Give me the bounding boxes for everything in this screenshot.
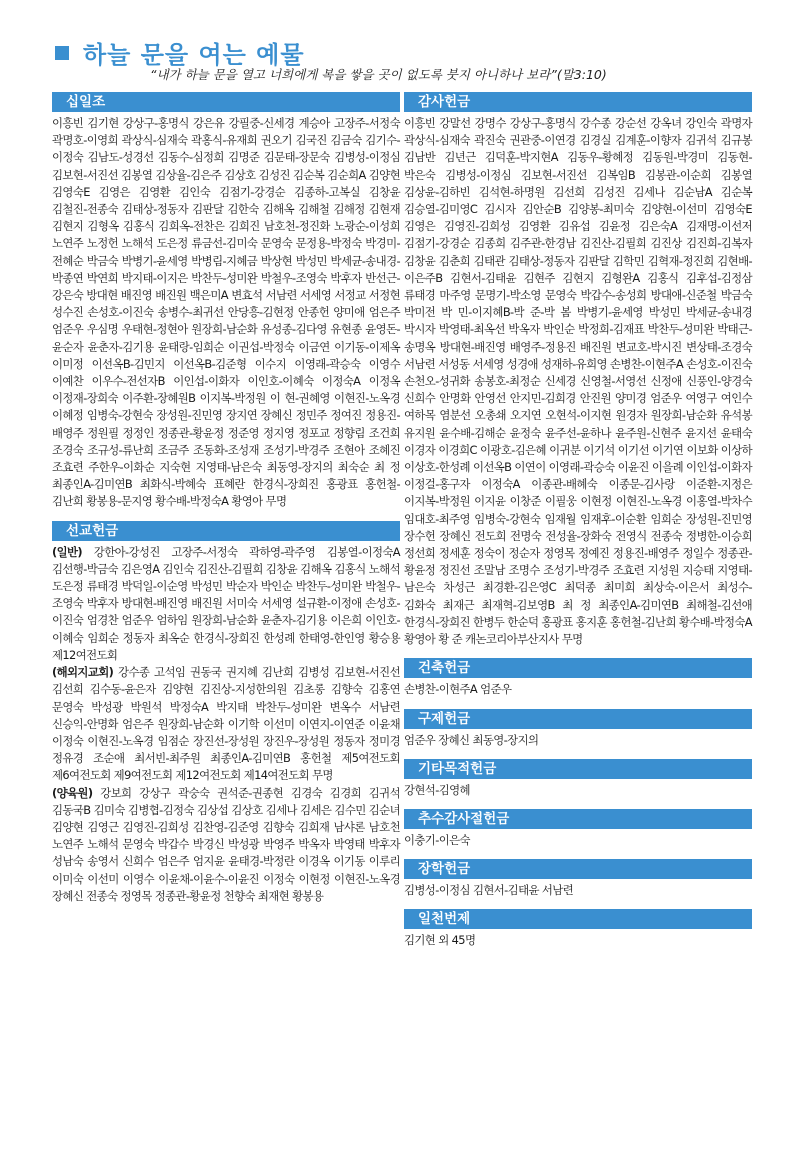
daily-bread-list: 김기현 외 45명 <box>404 933 476 948</box>
purpose-title: 기타목적헌금 <box>418 760 497 777</box>
relief-list: 엄준우 장혜신 최동영-장지의 <box>404 732 539 747</box>
mission-group-orphanage <box>52 785 400 905</box>
daily-bread-section-header <box>404 909 752 929</box>
left-column <box>52 92 400 915</box>
right-column <box>404 92 752 960</box>
mission-group-label: (해외지교회) <box>52 665 114 680</box>
mission-group-label: (일반) <box>52 544 83 559</box>
mission-group-names: 강수종 고석임 권동국 권지혜 김난희 김병성 김보현-서진선 김선희 김수동-윤은자 김양현 김진상-지성한의원 김초롱 김향숙 김홍연 문영숙 박성광 박원석 박정숙A 박지태 박찬두-성미완 변옥수 서남련 신승익-안명화 엄은주 원장희-남순화 이기학 이선미 이연지-이연준 이윤채 이정숙 이현진-노옥경 임점순 장진선-장성원 장진우-장성원 정동자 정미경 정유경 조순애 최서빈-최주원 최종인A-김미연B 홍헌철 제5여전도회 제6여전도회 제9여전도회 제12여전도회 제14여전도회 무명 <box>52 665 400 783</box>
mission-group-general <box>52 544 400 664</box>
mission-group-overseas <box>52 664 400 784</box>
tithe-list: 이흥빈 김기현 강상구-홍명식 강은유 강필중-신세경 계승아 고장주-서정숙 곽명호-이영희 곽상식-심재숙 곽홍식-유재희 권오기 김국진 김금숙 김기수-이정숙 김남도-성경선 김동수-심정희 김명준 김문태-장문숙 김병성-이정심 김보현-서진선 김봉열 김상율-김은주 김상호 김성진 김순복 김순희A 김양현 김영숙E 김영은 김영환 김인숙 김점기-강경순 김종하-고복실 김창윤 김철진-전종숙 김태상-정동자 김판달 김한숙 김해옥 김해철 김해정 김현재 김현지 김형옥 김홍식 김희옥-전찬은 김희진 남호천-정진화 노광순-이성희 노연주 노정헌 노해석 도은정 류금선-김미숙 문영숙 문정용-박정숙 박경미-전혜순 박금숙 박병기-윤세영 박병림-지혜금 박상현 박성민 박세균-송내경-박종연 박연희 박지태-이지은 박찬두-성미완 박철우-조영숙 박후자 반선근-강은숙 방대현 배진영 배진원 백은미A 변효석 서남련 서세영 서정교 서정현 성수진 손성호-이진숙 송병수-최귀선 안당흥-김현정 안종헌 양미애 엄은주 엄준우 우심명 우태현-정현아 원장희-남순화 유성종-김다영 유현종 윤영돈-윤순자 윤춘자-김기용 윤태랑-임희순 이권섭-박정숙 이금연 이기동-이제옥 이미정 이선옥B-김민지 이선옥B-김준형 이수지 이영래-곽승숙 이영수 이예찬 이우수-전선자B 이인섭-이화자 이인호-이혜숙 이정숙A 이정옥 이정재-장희숙 이주환-장혜원B 이지복-박정원 이 현-권혜영 이현진-노옥경 이혜정 임병숙-강현숙 장성원-진민영 장지연 장혜신 정민주 정여진 정용진-배영주 정원필 정정인 정종관-황윤정 정준영 정지영 정포교 정향림 조건희 조경숙 조규성-류난희 조금주 조동화-조성재 조성기-박경주 조현아 조혜진 조효련 주한우-이화순 지숙현 지영태-남은숙 최동영-장지의 최숙순 최 정 최종인A-김미연B 최화식-박혜숙 표혜란 한경식-장희진 홍광표 홍헌철-김난희 황봉용-문지영 황수배-박정숙A 황영아 무명 <box>52 116 400 509</box>
tithe-section-header <box>52 92 400 112</box>
harvest-list: 이충기-이은숙 <box>404 832 470 847</box>
mission-title: 선교헌금 <box>66 522 119 539</box>
harvest-section-header <box>404 809 752 829</box>
mission-group-names: 강보희 강상구 곽숭숙 권석준-권종현 김경숙 김경희 김귀석 김동국B 김미숙 김병협-김정숙 김상섭 김상호 김세나 김세은 김수민 김순녀 김양현 김영근 김영진-김희성 김찬영-김준영 김향숙 김희재 남샤론 남호천 노연주 노해석 문영숙 박갑수 박경신 박성광 박영주 박옥자 박영태 박후자 성남숙 송영서 신희수 엄은주 엄지윤 윤태경-박정란 이경옥 이기동 이루리 이미숙 이선미 이영수 이윤채-이윤수-이윤진 이정숙 이현정 이현진-노옥경 장혜신 전종숙 정영목 정종관-황윤정 천향숙 최재현 황봉용 <box>52 785 400 903</box>
thanks-title: 감사헌금 <box>418 94 471 110</box>
scholarship-list: 김병성-이정심 김현서-김태윤 서남련 <box>404 883 574 898</box>
mission-list <box>52 544 400 905</box>
daily-bread-title: 일천번제 <box>418 911 471 928</box>
building-title: 건축헌금 <box>418 660 471 677</box>
building-section-header <box>404 658 752 678</box>
thanks-section-header <box>404 92 752 112</box>
mission-section-header <box>52 521 400 541</box>
title-square-icon <box>55 46 69 60</box>
mission-group-label: (양육원) <box>52 785 93 800</box>
scholarship-section-header <box>404 859 752 879</box>
scholarship-title: 장학헌금 <box>418 861 471 878</box>
purpose-section-header <box>404 759 752 779</box>
purpose-list: 강현석-김영혜 <box>404 782 470 797</box>
thanks-list: 이흥빈 강말선 강명수 강상구-홍명식 강수종 강순선 강옥녀 강인숙 곽명자 곽상식-심재숙 곽진숙 권관중-이연경 김경실 김계훈-이향자 김귀석 김규봉 김남반 김년근 김덕훈-박지현A 김동우-황혜정 김동원-박경미 김동현-박은숙 김병성-이정심 김보현-서진선 김복임B 김봉관-이순희 김봉열 김상윤-김하빈 김석현-하명원 김선희 김성진 김세나 김순남A 김순복 김승열-김미영C 김시자 김안순B 김양봉-최미숙 김양현-이선미 김영숙E 김영은 김영진-김희성 김영환 김유섭 김윤정 김은숙A 김재명-이선저 김점기-강경순 김종희 김주관-한경남 김진산-김필희 김진상 김진희-김복자 김창윤 김춘희 김태관 김태상-정동자 김판달 김학민 김혁재-정진희 김현배-이은주B 김현서-김태윤 김현주 김현지 김형완A 김홍식 김후섭-김정삼 류태경 마주영 문명기-박소영 문영숙 박갑수-송성희 방대애-신준철 박금숙 박미전 박 민-이지혜B-박 준-박 봄 박병기-윤세영 박성민 박세균-송내경 박시자 박영태-최옥선 박옥자 박인순 박정희-김재표 박찬두-성미완 박태근-송명옥 방대현-배진영 배영주-정용진 배진원 변교호-박시진 변상태-조경숙 서남련 서성동 서세영 성경애 성재하-유희영 손병찬-이현주A 손성호-이진숙 손천오-성귀화 송봉호-최정순 신세경 신영철-서영선 신정애 신풍인-양경숙 신희수 안명화 안영선 안지민-김희경 안진원 양미경 엄준우 여영구 여인수 여하목 염분선 오총쇄 오지연 오현석-이지현 원경자 원장희-남순화 유석봉 유지원 윤수배-김해순 윤정숙 윤주선-윤하나 윤주원-신현주 윤지선 윤태숙 이경자 이경희C 이광호-김은혜 이귀분 이기석 이기선 이기연 이보화 이상하 이상호-한성례 이선옥B 이연이 이영래-곽승숙 이윤진 이을례 이인섭-이화자 이정걸-홍구자 이정숙A 이종관-배혜숙 이종문-김사랑 이준환-지정은 이지복-박정원 이지윤 이창준 이필웅 이현정 이현진-노옥경 이홍열-박차수 임대호-최주영 임병숙-강현숙 임재월 임재후-이순환 임희순 장성원-진민영 장수헌 장혜신 전도희 전명숙 전성율-장화숙 전영식 전종숙 정병한-이승희 정선희 정세훈 정숙이 정순자 정영목 정예진 정용진-배영주 정일수 정종관-황윤정 정진선 조말남 조명수 조성기-박경주 조효련 지성원 지승태 지영태-남은숙 차성근 최경환-김은영C 최덕종 최미희 최상숙-이은서 최성수-김화숙 최재근 최재혁-김보영B 최 정 최종인A-김미연B 최해철-김선애 한경식-장희진 한병두 한순덕 홍광표 홍지훈 홍헌철-김난희 황수배-박정숙A 황영아 황 준 캐논코리아부산지사 무명 <box>404 116 752 647</box>
bible-verse: “내가 하늘 문을 열고 너희에게 복을 쌓을 곳이 없도록 붓지 아니하나 보라”(말3:10) <box>150 67 607 82</box>
harvest-title: 추수감사절헌금 <box>418 810 510 827</box>
building-list: 손병찬-이현주A 엄준우 <box>404 682 512 697</box>
page-title-text: 하늘 문을 여는 예물 <box>83 41 305 69</box>
tithe-title: 십일조 <box>66 94 106 110</box>
relief-section-header <box>404 709 752 729</box>
mission-group-names: 강한아-강성진 고장주-서정숙 곽하영-곽주영 김봉열-이정숙A 김선행-박금숙 김은영A 김인숙 김진산-김필희 김창윤 김해옥 김홍식 노해석 도은정 류태경 박덕일-이순영 박성민 박순자 박인순 박찬두-성미완 박철우-조영숙 박후자 방대현-배진영 배진원 서미숙 서세영 설규환-이정애 손성호-이진숙 엄경찬 엄준우 엄하임 원장희-남순화 윤춘자-김기용 이은희 이인호-이혜숙 임희순 정동자 최옥순 한경식-장희진 한성례 한태영-한인영 황승용 제12여전도회 <box>52 544 400 662</box>
relief-title: 구제헌금 <box>418 710 471 727</box>
